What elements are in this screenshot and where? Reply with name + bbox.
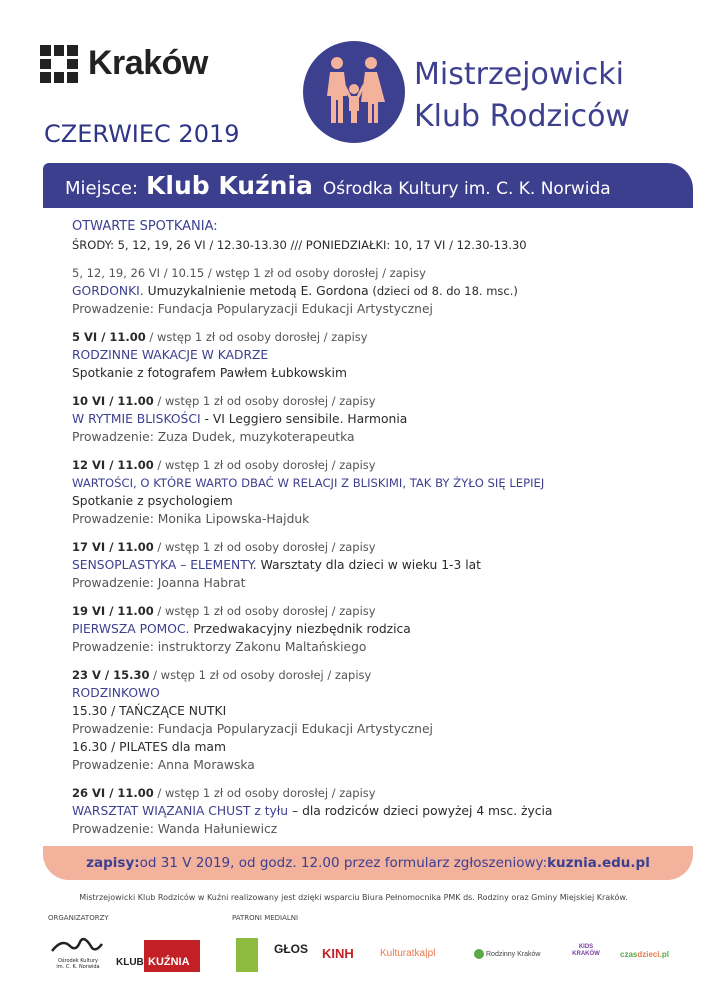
event-lead: Prowadzenie: instruktorzy Zakonu Maltańskiego (72, 640, 367, 654)
place-organisation: Ośrodka Kultury im. C. K. Norwida (322, 179, 611, 199)
glos-patron-logo: GŁOS (274, 942, 309, 956)
event-lead-1: Prowadzenie: Fundacja Popularyzacji Edukacji Artystycznej (72, 722, 433, 736)
event-chusty (72, 784, 682, 838)
czas-dzieci-logo (620, 950, 669, 959)
kaz-patron-logo (236, 938, 258, 972)
event-title: SENSOPLASTYKA – ELEMENTY. (72, 558, 257, 572)
signup-lead: zapisy: (86, 855, 140, 871)
event-wakacje (72, 328, 682, 382)
kulturatka-patron-logo: Kulturatka|pl (380, 948, 436, 959)
event-rytm (72, 392, 682, 446)
kids-krakow-logo: KIDS KRAKÓW (572, 944, 600, 957)
place-label: Miejsce: (65, 178, 139, 199)
signup-bar (43, 846, 693, 880)
event-info: / wstęp 1 zł od osoby dorosłej / zapisy (153, 458, 376, 472)
event-info: / wstęp 1 zł od osoby dorosłej / zapisy (153, 540, 376, 554)
event-lead-2: Prowadzenie: Anna Morawska (72, 758, 255, 772)
event-gordonki (72, 264, 682, 318)
event-description: - VI Leggiero sensibile. Harmonia (200, 412, 408, 426)
event-title: RODZINKOWO (72, 686, 160, 700)
place-venue: Klub Kuźnia (146, 171, 313, 200)
czas-suffix: .pl (659, 950, 669, 959)
event-description: Przedwakacyjny niezbędnik rodzica (189, 622, 411, 636)
program-list (72, 218, 682, 848)
event-date: 23 V / 15.30 (72, 668, 150, 682)
rodzinny-flower-icon (474, 949, 484, 959)
event-rodzinkowo (72, 666, 682, 774)
event-open-meetings (72, 218, 682, 254)
event-title: W RYTMIE BLISKOŚCI (72, 412, 201, 426)
event-date: 26 VI / 11.00 (72, 786, 154, 800)
event-description: Spotkanie z fotografem Pawłem Łubkowskim (72, 366, 347, 380)
event-info: / wstęp 1 zł od osoby dorosłej / zapisy (153, 786, 376, 800)
event-description: Warsztaty dla dzieci w wieku 1-3 lat (256, 558, 481, 572)
event-lead: Prowadzenie: Fundacja Popularyzacji Edukacji Artystycznej (72, 302, 433, 316)
event-info: / wstęp 1 zł od osoby dorosłej / zapisy (153, 394, 376, 408)
rodzinny-krakow-logo (474, 949, 540, 959)
event-description: – dla rodziców dzieci powyżej 4 msc. życia (288, 804, 553, 818)
event-sensoplastyka (72, 538, 682, 592)
kulturatka-word: Kulturatka (380, 948, 426, 959)
event-sub-1: 15.30 / TAŃCZĄCE NUTKI (72, 704, 227, 718)
event-info: / wstęp 1 zł od osoby dorosłej / zapisy (149, 668, 372, 682)
family-icon (303, 41, 405, 143)
okn-name-line2: im. C. K. Norwida (56, 964, 100, 970)
family-logo (303, 41, 405, 143)
klub-word: KLUB (116, 957, 144, 968)
support-note: Mistrzejowicki Klub Rodziców w Kuźni realizowany jest dzięki wsparciu Biura Pełnomocnika PMK ds. Rodziny oraz Gminy Miejskiej Kraków. (79, 893, 628, 902)
event-description: Umuzykalnienie metodą E. Gordona (143, 284, 369, 298)
club-title-line2: Klub Rodziców (414, 99, 630, 134)
event-wartosci (72, 456, 682, 528)
czas-middle: dzieci (637, 950, 660, 959)
event-title: WARSZTAT WIĄZANIA CHUST z tyłu (72, 804, 289, 818)
club-title (414, 54, 630, 138)
kulturatka-suffix: pl (427, 948, 436, 959)
event-lead: Prowadzenie: Joanna Habrat (72, 576, 246, 590)
event-title: PIERWSZA POMOC. (72, 622, 190, 636)
event-info: 5, 12, 19, 26 VI / 10.15 / wstęp 1 zł od osoby dorosłej / zapisy (72, 266, 426, 280)
okn-name-line1: Ośrodek Kultury (57, 958, 98, 964)
krakow-wordmark: Kraków (88, 44, 208, 82)
signup-link[interactable]: kuznia.edu.pl (547, 855, 650, 871)
event-title: WARTOŚCI, O KTÓRE WARTO DBAĆ W RELACJI Z BLISKIMI, TAK BY ŻYŁO SIĘ LEPIEJ (72, 476, 545, 490)
klub-kuznia-logo (116, 940, 206, 972)
event-lead: Prowadzenie: Monika Lipowska-Hajduk (72, 512, 310, 526)
krakow-logo (40, 44, 208, 83)
organizers-label: ORGANIZATORZY (48, 914, 109, 922)
event-info: / wstęp 1 zł od osoby dorosłej / zapisy (153, 604, 376, 618)
kinh-patron-logo: KINH (322, 946, 354, 961)
kuznia-word: KUŹNIA (148, 956, 190, 968)
patrons-label: PATRONI MEDIALNI (232, 914, 299, 922)
open-meetings-title: OTWARTE SPOTKANIA: (72, 219, 218, 234)
open-meetings-schedule: ŚRODY: 5, 12, 19, 26 VI / 12.30-13.30 /// PONIEDZIAŁKI: 10, 17 VI / 12.30-13.30 (72, 238, 527, 252)
event-date: 5 VI / 11.00 (72, 330, 146, 344)
event-title: GORDONKI. (72, 284, 144, 298)
krakow-mark-icon (40, 45, 78, 83)
place-bar (43, 163, 693, 208)
rodzinny-krakow-name: Rodzinny Kraków (486, 950, 541, 958)
month-heading: CZERWIEC 2019 (44, 120, 240, 148)
event-info: / wstęp 1 zł od osoby dorosłej / zapisy (145, 330, 368, 344)
event-date: 19 VI / 11.00 (72, 604, 154, 618)
signup-text: od 31 V 2019, od godz. 12.00 przez formularz zgłoszeniowy: (139, 855, 548, 871)
event-note: (dzieci od 8. do 18. msc.) (368, 284, 518, 298)
event-lead: Prowadzenie: Wanda Hałuniewicz (72, 822, 278, 836)
okn-logo (48, 936, 108, 976)
czas-prefix: czas (620, 950, 638, 959)
event-date: 10 VI / 11.00 (72, 394, 154, 408)
event-title: RODZINNE WAKACJE W KADRZE (72, 348, 269, 362)
event-lead: Prowadzenie: Zuza Dudek, muzykoterapeutka (72, 430, 355, 444)
okn-signature-icon (48, 936, 108, 954)
event-pierwsza-pomoc (72, 602, 682, 656)
event-sub-2: 16.30 / PILATES dla mam (72, 740, 226, 754)
event-date: 17 VI / 11.00 (72, 540, 154, 554)
event-date: 12 VI / 11.00 (72, 458, 154, 472)
event-description: Spotkanie z psychologiem (72, 494, 233, 508)
club-title-line1: Mistrzejowicki (414, 57, 624, 92)
